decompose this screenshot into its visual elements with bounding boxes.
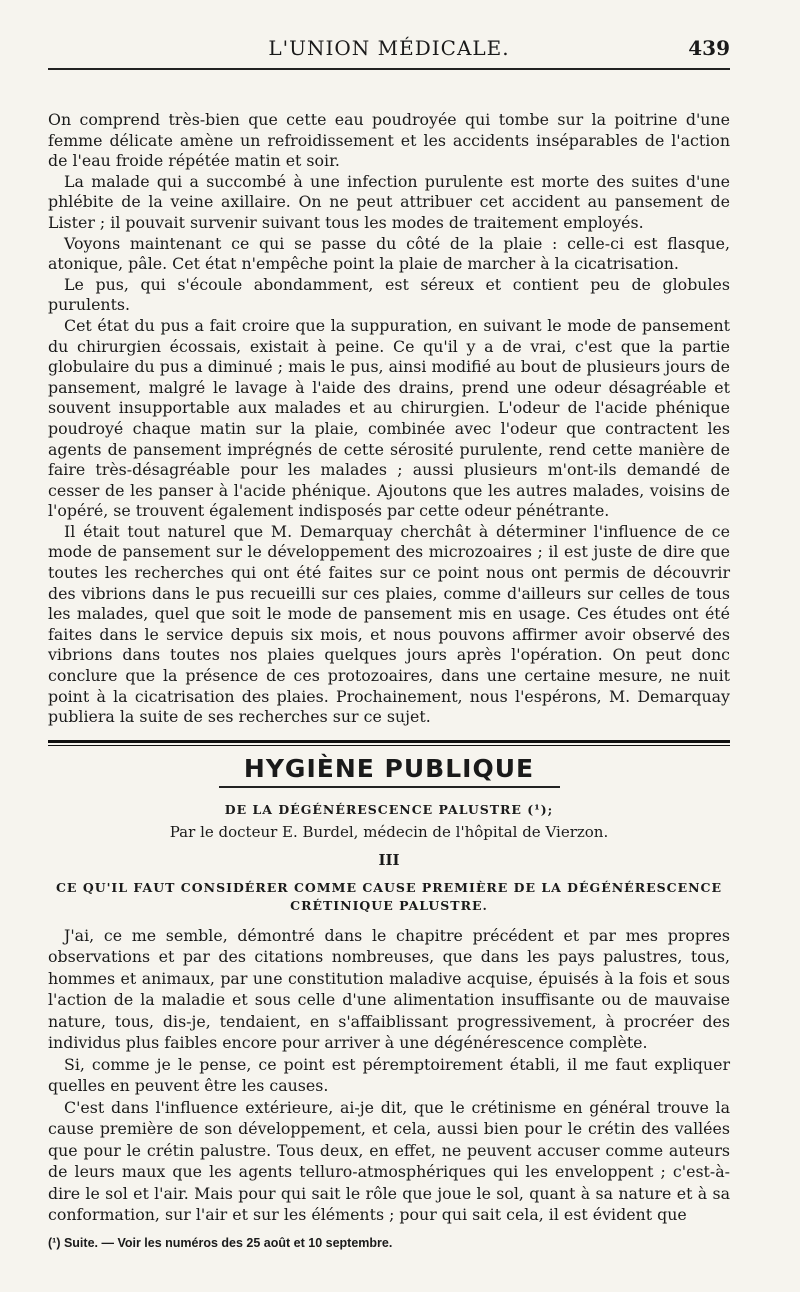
chapter-title-line: CRÉTINIQUE PALUSTRE. bbox=[290, 897, 488, 913]
chapter-title bbox=[48, 879, 730, 915]
paragraph: Cet état du pus a fait croire que la suppuration, en suivant le mode de pansement du chirurgien écossais, existait à peine. Ce qu'il y a de vrai, c'est que la partie globulaire du pus a diminué ; mais le pus, ainsi modifié au bout de plusieurs jours de pansement, malgré le lavage à l'aide des drains, prend une odeur désagréable et souvent insupportable aux malades et au chirurgien. L'odeur de l'acide phénique poudroyé chaque matin sur la plaie, combinée avec l'odeur que contractent les agents de pansement imprégnés de cette sérosité purulente, rend cette manière de faire très-désagréable pour les malades ; aussi plusieurs m'ont-ils demandé de cesser de les panser à l'acide phénique. Ajoutons que les autres malades, voisins de l'opéré, se trouvent également indisposés par cette odeur pénétrante. bbox=[48, 315, 730, 521]
part-number: III bbox=[378, 850, 400, 869]
section-title: HYGIÈNE PUBLIQUE bbox=[243, 753, 535, 783]
paragraph: C'est dans l'influence extérieure, ai-je dit, que le crétinisme en général trouve la cause première de son développement, et cela, aussi bien pour le crétin des vallées que pour le crétin palustre. Tous deux, en effet, ne peuvent accuser comme auteurs de leurs maux que les agents telluro-atmosphériques qui les enveloppent ; c'est-à-dire le sol et l'air. Mais pour qui sait le rôle que joue le sol, quant à sa nature et à sa conformation, sur l'air et sur les éléments ; pour qui sait cela, il est évident que bbox=[48, 1097, 730, 1225]
paragraph: La malade qui a succombé à une infection purulente est morte des suites d'une phlébite de la veine axillaire. On ne peut attribuer cet accident au pansement de Lister ; il pouvait survenir suivant tous les modes de traitement employés. bbox=[48, 171, 730, 232]
title-underline bbox=[219, 786, 560, 788]
author-line: Par le docteur E. Burdel, médecin de l'hôpital de Vierzon. bbox=[169, 822, 609, 841]
running-title: L'UNION MÉDICALE. bbox=[268, 36, 510, 60]
paragraph: Il était tout naturel que M. Demarquay cherchât à déterminer l'influence de ce mode de pansement sur le développement des microzoaires ; il est juste de dire que toutes les recherches qui ont été faites sur ce point nous ont permis de découvrir des vibrions dans le pus recueilli sur ces plaies, comme d'ailleurs sur celles de tous les malades, quel que soit le mode de pansement mis en usage. Ces études ont été faites dans le service depuis six mois, et nous pouvons affirmer avoir observé des vibrions dans toutes nos plaies quelques jours après l'opération. On peut donc conclure que la présence de ces protozoaires, dans une certaine mesure, ne nuit point à la cicatrisation des plaies. Prochainement, nous l'espérons, M. Demarquay publiera la suite de ses recherches sur ce sujet. bbox=[48, 521, 730, 727]
paragraph: Si, comme je le pense, ce point est péremptoirement établi, il me faut expliquer quelles en peuvent être les causes. bbox=[48, 1054, 730, 1096]
article-title: DE LA DÉGÉNÉRESCENCE PALUSTRE (¹); bbox=[224, 801, 554, 817]
article-body bbox=[48, 925, 730, 1226]
paragraph: Le pus, qui s'écoule abondamment, est séreux et contient peu de globules purulents. bbox=[48, 274, 730, 315]
running-head bbox=[48, 28, 730, 70]
footnote: (¹) Suite. — Voir les numéros des 25 août et 10 septembre. bbox=[48, 1235, 393, 1250]
page-number: 439 bbox=[688, 36, 730, 60]
paragraph: J'ai, ce me semble, démontré dans le chapitre précédent et par mes propres observations et par des citations nombreuses, que dans les pays palustres, tous, hommes et animaux, par une constitution maladive acquise, épuisés à la fois et sous l'action de la maladie et sous celle d'une alimentation insuffisante ou de mauvaise nature, tous, dis-je, tendaient, en s'affaiblissant progressivement, à procréer des individus plus faibles encore pour arriver à une dégénérescence complète. bbox=[48, 925, 730, 1053]
chapter-title-line: CE QU'IL FAUT CONSIDÉRER COMME CAUSE PREMIÈRE DE LA DÉGÉNÉRESCENCE bbox=[55, 879, 723, 895]
paragraph: Voyons maintenant ce qui se passe du côté de la plaie : celle-ci est flasque, atonique, pâle. Cet état n'empêche point la plaie de marcher à la cicatrisation. bbox=[48, 233, 730, 274]
paragraph: On comprend très-bien que cette eau poudroyée qui tombe sur la poitrine d'une femme délicate amène un refroidissement et les accidents inséparables de l'action de l'eau froide répétée matin et soir. bbox=[48, 110, 730, 171]
section-divider bbox=[48, 740, 730, 746]
continued-article bbox=[48, 110, 730, 728]
